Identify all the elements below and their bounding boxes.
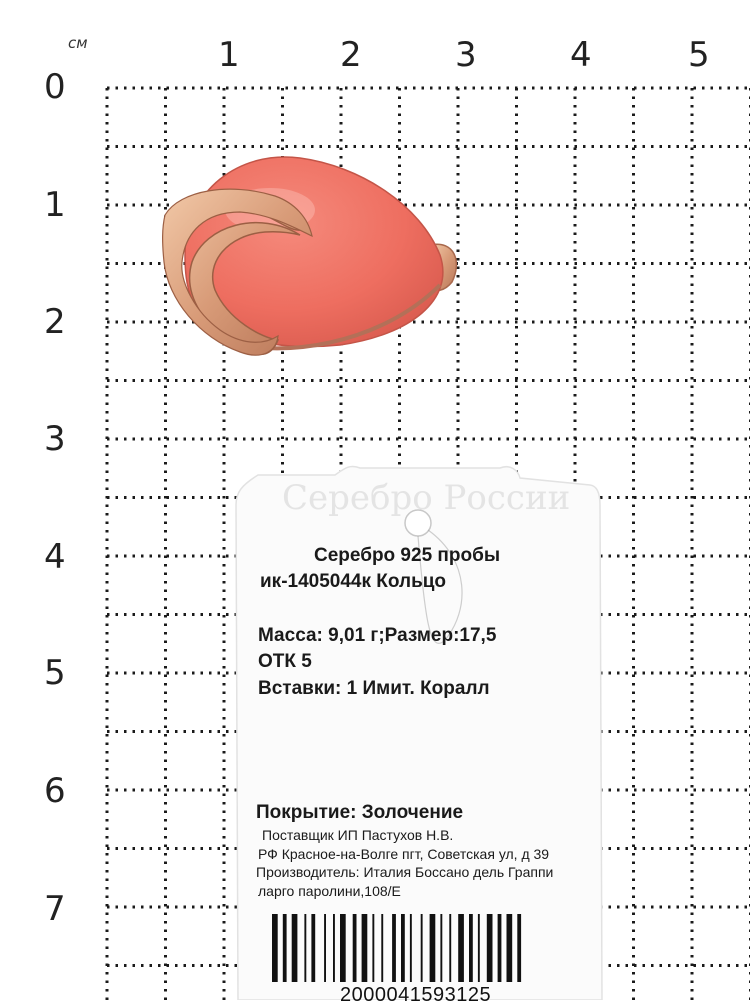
barcode-bar xyxy=(372,914,374,982)
barcode-bar xyxy=(283,914,287,982)
barcode-bar xyxy=(353,914,357,982)
barcode-bar xyxy=(487,914,493,982)
tag-line-otk: ОТК 5 xyxy=(258,651,312,672)
watermark-text: Серебро России xyxy=(282,478,571,518)
tag-line-silver: Серебро 925 пробы xyxy=(314,545,501,566)
barcode-bar xyxy=(333,914,335,982)
ruler-x-label: 2 xyxy=(340,35,362,75)
barcode-bar xyxy=(449,914,451,982)
ruler-y-label: 5 xyxy=(44,653,66,693)
tag-line-supplier: Поставщик ИП Пастухов Н.В. xyxy=(262,827,454,843)
barcode-number: 2000041593125 xyxy=(340,984,492,1006)
ruler-y-label: 4 xyxy=(44,537,66,577)
barcode-bar xyxy=(381,914,383,982)
barcode-bar xyxy=(507,914,513,982)
barcode-bar xyxy=(469,914,473,982)
barcode-bar xyxy=(517,914,521,982)
barcode-bar xyxy=(362,914,368,982)
unit-label: см xyxy=(68,34,88,52)
barcode-bar xyxy=(324,914,326,982)
tag-line-inserts: Вставки: 1 Имит. Коралл xyxy=(258,678,490,699)
barcode-bar xyxy=(478,914,480,982)
barcode-bar xyxy=(458,914,464,982)
ruler-y-label: 2 xyxy=(44,302,66,342)
barcode-bar xyxy=(498,914,502,982)
ruler-y-label: 0 xyxy=(44,67,66,107)
barcode-bar xyxy=(292,914,298,982)
barcode-bar xyxy=(401,914,405,982)
ruler-x-label: 1 xyxy=(218,35,240,75)
ruler-y-label: 3 xyxy=(44,419,66,459)
tag-line-manufacturer: Производитель: Италия Боссано дель Граппи xyxy=(256,864,554,880)
barcode-bar xyxy=(311,914,315,982)
ruler-y-label: 7 xyxy=(44,889,66,929)
tag-line-coating: Покрытие: Золочение xyxy=(256,802,464,823)
tag-line-mass: Масса: 9,01 г;Размер:17,5 xyxy=(258,625,497,646)
tag-line-address: РФ Красное-на-Волге пгт, Советская ул, д 39 xyxy=(258,846,550,862)
ruler-x-label: 3 xyxy=(455,35,477,75)
barcode-bar xyxy=(410,914,412,982)
ruler-x-label: 4 xyxy=(570,35,592,75)
barcode-bar xyxy=(421,914,423,982)
barcode-bar xyxy=(392,914,396,982)
ruler-y-label: 1 xyxy=(44,185,66,225)
ruler-y-label: 6 xyxy=(44,771,66,811)
barcode-bar xyxy=(340,914,346,982)
tag-line-manufacturer-address: ларго паролини,108/Е xyxy=(258,883,401,899)
barcode-bar xyxy=(304,914,306,982)
ruler-x-label: 5 xyxy=(688,35,710,75)
barcode-bar xyxy=(440,914,442,982)
barcode-bar xyxy=(430,914,436,982)
barcode-bar xyxy=(272,914,278,982)
tag-line-article: ик-1405044к Кольцо xyxy=(260,571,447,592)
